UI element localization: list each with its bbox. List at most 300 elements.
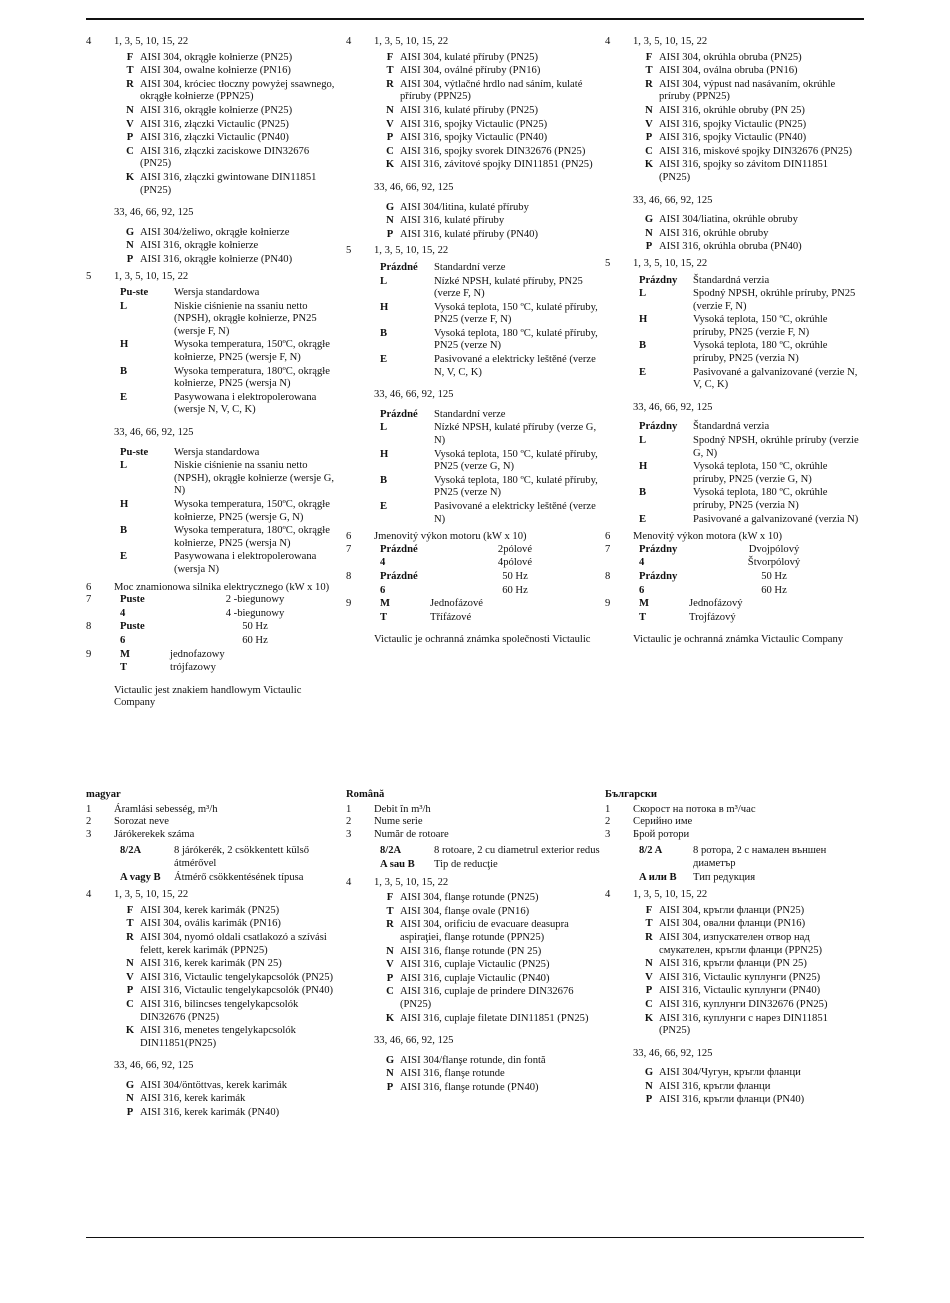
section-2-number: 2 [605, 816, 611, 828]
table-row [380, 328, 600, 353]
list-item [380, 1068, 600, 1081]
list-item [380, 119, 600, 132]
section-5-text: 1, 3, 5, 10, 15, 22 [374, 245, 449, 257]
row-text: 50 Hz [761, 570, 787, 582]
row-text: Wysoka temperatura, 180ºC, okrągłe kołnierze, PN25 (wersja N) [174, 525, 330, 549]
row-text: 8 rotoare, 2 cu diametrul exterior redus [434, 845, 600, 857]
item-code: P [386, 972, 394, 984]
row-text: 50 Hz [242, 621, 268, 633]
column-bulgarian [605, 789, 859, 1111]
item-text: AISI 304, овални фланци (PN16) [659, 918, 806, 930]
item-text: AISI 316, Victaulic tengelykapcsolók (PN25) [140, 971, 334, 983]
section-8-number: 8 [86, 621, 92, 633]
item-text: AISI 316, kerek karimák (PN 25) [140, 958, 282, 970]
item-text: AISI 316, okrúhla obruba (PN40) [659, 241, 802, 253]
row-code: A или B [639, 871, 677, 883]
item-text: AISI 316, cuplaje de prindere DIN32676 (PN25) [400, 986, 574, 1010]
item-code: K [125, 171, 135, 183]
table-row [120, 551, 340, 576]
item-text: AISI 316, flanşe rotunde (PN40) [400, 1081, 539, 1093]
list-item [380, 973, 600, 986]
item-text: AISI 304, kerek karimák (PN25) [140, 904, 280, 916]
material-list-large [120, 227, 340, 267]
item-code: P [386, 228, 394, 240]
row-text: Vysoká teplota, 150 ºC, kulaté příruby, PN25 (verze F, N) [434, 301, 598, 326]
section-2-text: Sorozat neve [114, 816, 170, 828]
table-row [639, 514, 859, 527]
table-row [380, 409, 600, 422]
material-list-large [380, 202, 600, 242]
section-3 [605, 829, 859, 842]
list-item [380, 202, 600, 215]
item-text: AISI 304, flanşe ovale (PN16) [400, 905, 530, 917]
list-item [120, 1093, 340, 1106]
item-code: F [386, 51, 394, 63]
row-text: Pasivované a galvanizované (verzie N, V, C, K) [693, 366, 858, 391]
item-text: AISI 304, кръгли фланци (PN25) [659, 904, 805, 916]
table-row [639, 367, 859, 392]
list-item [120, 105, 340, 118]
section-1-number: 1 [86, 803, 92, 815]
section-7-number: 7 [86, 594, 92, 606]
item-text: AISI 316, okrągłe kołnierze (PN40) [140, 253, 293, 265]
list-item [380, 215, 600, 228]
item-code: T [386, 65, 394, 77]
item-code: N [645, 958, 653, 970]
table-row [380, 571, 600, 584]
row-text: Vysoká teplota, 180 ºC, kulaté příruby, PN25 (verze N) [434, 327, 598, 352]
section-8-table [633, 571, 859, 598]
row-text: 50 Hz [502, 570, 528, 582]
row-text: Wersja standardowa [174, 287, 260, 299]
row-text: jednofazowy [170, 648, 225, 660]
list-item [380, 105, 600, 118]
row-text: Vysoká teplota, 180 ºC, okrúhle príruby, PN25 (verzia N) [693, 487, 828, 511]
section-7 [605, 544, 859, 571]
item-text: AISI 304/żeliwo, okrągłe kołnierze [140, 226, 290, 238]
table-row [120, 339, 340, 364]
column-hungarian [86, 789, 340, 1124]
version-table [120, 287, 340, 417]
language-heading: Български [605, 789, 658, 800]
item-text: AISI 304/Чугун, кръгли фланци [659, 1067, 801, 1079]
item-code: K [385, 159, 395, 171]
item-text: AISI 316, кръгли фланци [659, 1080, 771, 1092]
section-4-number: 4 [346, 36, 352, 47]
row-text: Tip de reducţie [434, 858, 498, 870]
section-1 [605, 804, 859, 817]
item-text: AISI 304, orificiu de evacuare deasupra aspiraţiei, flanşe rotunde (PPN25) [400, 919, 569, 943]
section-4 [605, 889, 859, 902]
table-row [120, 649, 340, 662]
trademark-note: Victaulic jest znakiem handlowym Victaulic Company [114, 684, 302, 709]
list-item [639, 985, 859, 998]
row-text: Standardní verze [434, 261, 506, 273]
item-code: R [645, 78, 653, 90]
row-text: Dvojpólový [748, 543, 800, 555]
table-row [120, 662, 340, 675]
item-code: T [645, 65, 653, 77]
item-text: AISI 316, złączki zaciskowe DIN32676 (PN25) [140, 145, 310, 170]
item-text: AISI 316, kerek karimák (PN40) [140, 1107, 280, 1119]
table-row [380, 276, 600, 301]
item-text: AISI 304, owalne kołnierze (PN16) [140, 65, 291, 77]
row-code: H [380, 448, 389, 460]
section-9-table [633, 598, 859, 625]
section-7-table [114, 594, 340, 621]
list-item [380, 919, 600, 944]
item-text: AISI 304, flanşe rotunde (PN25) [400, 892, 539, 904]
table-row [380, 585, 600, 598]
table-row [120, 525, 340, 550]
size-group-heading: 33, 46, 66, 92, 125 [114, 1060, 194, 1072]
item-code: N [386, 945, 394, 957]
item-code: F [386, 892, 394, 904]
item-code: F [126, 51, 134, 63]
row-text: Wysoka temperatura, 150ºC, okrągłe kołnierze, PN25 (wersje G, N) [174, 499, 330, 523]
section-6 [86, 582, 340, 595]
table-row [380, 501, 600, 526]
row-text: 8 ротора, 2 с намален външен диаметър [693, 845, 827, 869]
row-text: 60 Hz [761, 584, 787, 596]
table-row [120, 287, 340, 300]
section-4-number: 4 [86, 36, 92, 47]
item-text: AISI 304, okrúhla obruba (PN25) [659, 51, 802, 63]
row-code: M [639, 598, 649, 610]
item-code: F [126, 904, 134, 916]
item-code: K [125, 1025, 135, 1037]
column-slovak [605, 36, 859, 647]
row-code: L [120, 300, 128, 312]
section-3 [346, 829, 600, 842]
table-row [120, 872, 340, 885]
item-code: N [386, 1068, 394, 1080]
item-code: N [386, 104, 394, 116]
list-item [120, 918, 340, 931]
table-row [639, 598, 859, 611]
material-list-large [639, 214, 859, 254]
section-9 [346, 598, 600, 625]
section-3-number: 3 [605, 828, 611, 840]
item-code: P [645, 241, 653, 253]
row-text: Vysoká teplota, 150 ºC, kulaté příruby, PN25 (verze G, N) [434, 448, 598, 473]
list-item [639, 146, 859, 159]
row-code: H [639, 314, 648, 326]
row-code: Pu-ste [120, 287, 149, 299]
item-text: AISI 316, spojky Victaulic (PN25) [400, 118, 548, 130]
item-text: AISI 316, kulaté příruby (PN40) [400, 228, 538, 240]
row-code: L [120, 460, 128, 472]
section-2-text: Серийно име [633, 816, 693, 828]
list-item [639, 972, 859, 985]
item-code: R [126, 78, 134, 90]
row-code: L [380, 275, 388, 287]
list-item [380, 1013, 600, 1026]
section-3 [86, 829, 340, 842]
section-1-text: Debit în m³/h [374, 803, 431, 815]
list-item [639, 228, 859, 241]
row-code: E [120, 551, 128, 563]
row-text: 2pólové [497, 543, 533, 555]
row-code: Puste [120, 621, 145, 633]
table-row [120, 447, 340, 460]
row-text: Vysoká teplota, 150 ºC, okrúhle príruby, PN25 (verzie G, N) [693, 461, 828, 485]
section-6 [605, 531, 859, 544]
section-4-number: 4 [86, 889, 92, 901]
list-item [380, 986, 600, 1011]
material-list [120, 905, 340, 1051]
row-code: T [639, 611, 647, 623]
list-item [639, 214, 859, 227]
list-item [639, 1067, 859, 1080]
row-text: Vysoká teplota, 180 ºC, kulaté příruby, PN25 (verze N) [434, 474, 598, 499]
row-text: Wysoka temperatura, 150ºC, okrągłe kołnierze, PN25 (wersje F, N) [174, 339, 330, 364]
item-code: T [645, 918, 653, 930]
section-1-number: 1 [346, 803, 352, 815]
item-code: C [386, 145, 394, 157]
row-code: 8/2A [380, 845, 402, 857]
list-item [120, 254, 340, 267]
row-code: B [639, 487, 647, 499]
row-code: B [639, 340, 647, 352]
item-code: V [126, 971, 134, 983]
row-code: H [639, 461, 648, 473]
list-item [380, 1055, 600, 1068]
impeller-table [380, 845, 600, 871]
section-6-number: 6 [346, 531, 352, 543]
item-code: P [645, 132, 653, 144]
item-text: AISI 316, cuplaje Victaulic (PN40) [400, 972, 550, 984]
item-code: V [645, 118, 653, 130]
item-code: K [385, 1012, 395, 1024]
material-list [380, 52, 600, 172]
section-1 [86, 804, 340, 817]
version-table [639, 275, 859, 392]
section-3-number: 3 [346, 828, 352, 840]
impeller-table [639, 845, 859, 884]
section-3-text: Număr de rotoare [374, 828, 449, 840]
list-item [639, 119, 859, 132]
item-text: AISI 304/öntöttvas, kerek karimák [140, 1079, 288, 1091]
table-row [380, 845, 600, 858]
item-text: AISI 304/flanşe rotunde, din fontă [400, 1054, 546, 1066]
table-row [380, 422, 600, 447]
row-text: Třífázové [430, 611, 472, 623]
item-text: AISI 304, króciec tłoczny powyżej ssawnego, okrągłe kołnierze (PPN25) [140, 78, 335, 103]
list-item [639, 1013, 859, 1038]
item-text: AISI 304, изпускателен отвор над смукателен, кръгли фланци (PPN25) [659, 931, 823, 956]
list-item [639, 159, 859, 184]
section-1 [346, 804, 600, 817]
row-code: 8/2 A [639, 845, 663, 857]
item-code: G [385, 201, 395, 213]
table-row [380, 557, 600, 570]
row-code: H [120, 499, 129, 510]
list-item [639, 918, 859, 931]
table-row [380, 262, 600, 275]
table-row [639, 421, 859, 434]
item-code: P [126, 132, 134, 144]
trademark-note: Victaulic je ochranná známka společnosti Victaulic [374, 634, 591, 646]
section-5 [605, 258, 859, 271]
item-code: R [386, 919, 394, 931]
item-text: AISI 304, kulaté příruby (PN25) [400, 51, 538, 63]
version-table-large [380, 409, 600, 526]
row-code: 4 [380, 557, 386, 569]
row-code: 6 [380, 584, 386, 596]
list-item [380, 892, 600, 905]
item-text: AISI 316, Victaulic tengelykapcsolók (PN40) [140, 985, 334, 997]
section-9-number: 9 [346, 598, 352, 610]
section-7-number: 7 [346, 543, 352, 555]
table-row [120, 621, 340, 634]
item-text: AISI 316, spojky so závitom DIN11851 (PN25) [659, 159, 829, 183]
section-5-text: 1, 3, 5, 10, 15, 22 [633, 257, 708, 269]
list-item [120, 132, 340, 145]
list-item [380, 146, 600, 159]
item-code: K [644, 159, 654, 171]
section-8 [346, 571, 600, 598]
item-text: AISI 304, ovális karimák (PN16) [140, 918, 281, 930]
table-row [120, 608, 340, 621]
item-code: G [385, 1054, 395, 1066]
item-code: C [386, 986, 394, 998]
section-9 [605, 598, 859, 625]
table-row [380, 354, 600, 379]
row-code: M [120, 648, 130, 660]
item-code: P [126, 253, 134, 265]
list-item [639, 132, 859, 145]
section-5-number: 5 [605, 257, 611, 269]
section-2-text: Nume serie [374, 816, 423, 828]
section-4-number: 4 [605, 36, 611, 47]
row-code: B [120, 525, 128, 537]
section-1-number: 1 [605, 803, 611, 815]
item-text: AISI 316, spojky Victaulic (PN40) [659, 132, 807, 144]
section-1-text: Скорост на потока в m³/час [633, 803, 756, 815]
section-3-text: Járókerekek száma [114, 828, 195, 840]
section-9-number: 9 [605, 598, 611, 610]
list-item [380, 946, 600, 959]
row-text: Pasywowana i elektropolerowana (wersje N, V, C, K) [174, 391, 317, 416]
row-code: L [639, 435, 647, 447]
list-item [639, 999, 859, 1012]
table-row [380, 544, 600, 557]
row-text: Pasywowana i elektropolerowana (wersja N) [174, 551, 317, 575]
item-code: T [126, 918, 134, 930]
item-text: AISI 316, flanşe rotunde (PN 25) [400, 945, 542, 957]
table-row [120, 499, 340, 524]
table-row [639, 872, 859, 885]
row-text: 4pólové [497, 557, 533, 569]
section-4-text: 1, 3, 5, 10, 15, 22 [633, 889, 708, 901]
item-text: AISI 316, spojky Victaulic (PN40) [400, 132, 548, 144]
item-text: AISI 316, куплунги DIN32676 (PN25) [659, 998, 828, 1010]
row-code: Prázdny [639, 274, 678, 286]
item-text: AISI 316, kerek karimák [140, 1093, 246, 1105]
section-6-text: Moc znamionowa silnika elektrycznego (kW x 10) [114, 581, 330, 593]
table-row [639, 845, 859, 870]
size-group-heading: 33, 46, 66, 92, 125 [114, 207, 194, 219]
section-6-text: Menovitý výkon motora (kW x 10) [633, 531, 782, 543]
list-item [120, 227, 340, 240]
row-code: Prázdné [380, 543, 418, 555]
row-text: Wersja standardowa [174, 446, 260, 458]
section-4-text: 1, 3, 5, 10, 15, 22 [114, 889, 189, 901]
item-text: AISI 316, menetes tengelykapcsolók DIN11851(PN25) [140, 1025, 296, 1049]
row-text: 60 Hz [242, 634, 268, 646]
section-9-number: 9 [86, 648, 92, 660]
item-code: N [645, 104, 653, 116]
table-row [639, 461, 859, 486]
list-item [380, 959, 600, 972]
item-code: P [126, 985, 134, 997]
trademark-note: Victaulic je ochranná známka Victaulic Company [633, 634, 844, 646]
section-9-table [114, 649, 340, 676]
list-item [639, 65, 859, 78]
list-item [639, 79, 859, 104]
row-text: trójfazowy [170, 662, 216, 674]
item-code: F [645, 904, 653, 916]
section-4 [86, 889, 340, 902]
table-row [120, 594, 340, 607]
item-code: N [126, 240, 134, 252]
row-text: Wysoka temperatura, 180ºC, okrągłe kołnierze, PN25 (wersja N) [174, 365, 330, 390]
section-4-text: 1, 3, 5, 10, 15, 22 [374, 36, 449, 47]
list-item [380, 65, 600, 78]
list-item [380, 906, 600, 919]
table-row [639, 275, 859, 288]
item-code: T [386, 905, 394, 917]
section-2-number: 2 [86, 816, 92, 828]
section-4 [346, 36, 600, 49]
section-4-text: 1, 3, 5, 10, 15, 22 [633, 36, 708, 47]
item-text: AISI 316, miskové spojky DIN32676 (PN25) [659, 145, 853, 157]
list-item [120, 958, 340, 971]
list-item [639, 52, 859, 65]
section-8-number: 8 [346, 570, 352, 582]
table-row [120, 301, 340, 339]
item-code: N [126, 1093, 134, 1105]
section-2 [346, 816, 600, 829]
list-item [120, 65, 340, 78]
row-text: Štvorpólový [747, 557, 801, 569]
row-code: Prázdny [639, 543, 678, 555]
list-item [639, 905, 859, 918]
section-4-text: 1, 3, 5, 10, 15, 22 [374, 876, 449, 888]
item-code: G [125, 226, 135, 238]
table-row [639, 612, 859, 625]
size-group-heading: 33, 46, 66, 92, 125 [374, 181, 454, 193]
row-code: Prázdny [639, 421, 678, 433]
item-text: AISI 316, okrągłe kołnierze (PN25) [140, 104, 293, 116]
row-text: Spodný NPSH, okrúhle príruby (verzie G, N) [693, 435, 859, 459]
row-code: Prázdné [380, 408, 418, 420]
section-5-text: 1, 3, 5, 10, 15, 22 [114, 270, 189, 282]
item-code: N [645, 227, 653, 239]
item-code: V [645, 971, 653, 983]
item-text: AISI 316, złączki Victaulic (PN40) [140, 132, 289, 144]
item-text: AISI 316, кръгли фланци (PN 25) [659, 958, 807, 970]
row-text: 2 -biegunowy [225, 594, 285, 606]
row-text: Štandardná verzia [693, 421, 770, 433]
item-code: P [645, 985, 653, 997]
top-rule [86, 18, 864, 20]
material-list [120, 52, 340, 198]
list-item [639, 241, 859, 254]
item-text: AISI 316, spojky Victaulic (PN25) [659, 118, 807, 130]
row-code: H [380, 301, 389, 313]
